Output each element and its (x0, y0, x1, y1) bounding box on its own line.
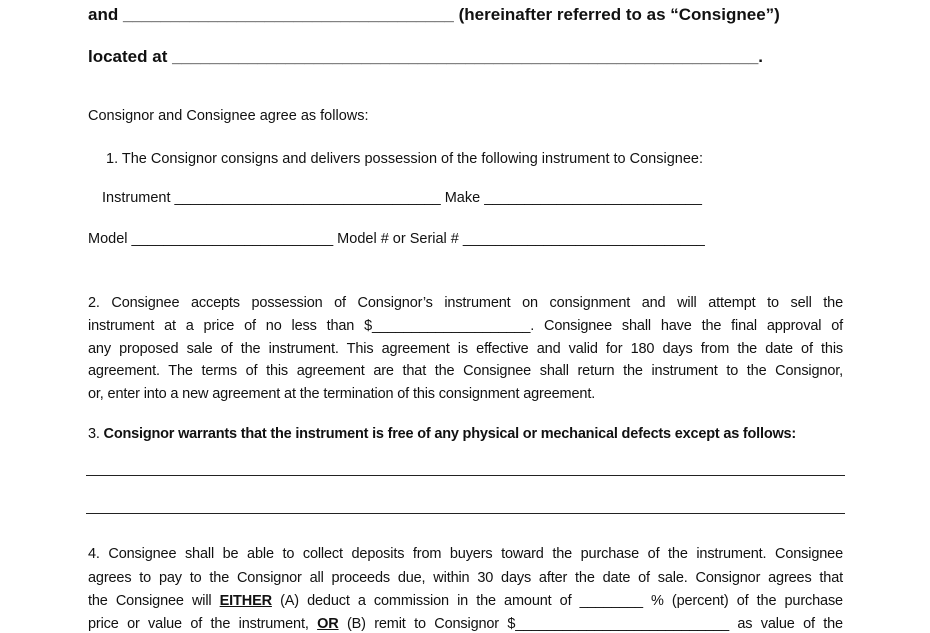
clause-number: 3. (88, 426, 100, 442)
clause-3-warranty: Consignor warrants that the instrument is free of any physical or mechanical defects except as follows: (103, 426, 797, 442)
text: (B) remit to Consignor $___________________________ as value of the (346, 616, 843, 632)
consignee-name-line (88, 6, 780, 24)
defects-line-2[interactable] (86, 513, 845, 514)
clause-2-line: agreement. The terms of this agreement are that the Consignee shall return the instrument to the Consignor, (88, 363, 843, 379)
model-label: Model (88, 231, 128, 247)
consignee-name-blank[interactable]: ___________________________________ (122, 5, 454, 24)
label: located at (88, 47, 168, 66)
clause-4-line (88, 592, 843, 610)
label: (hereinafter referred to as “Consignee”) (458, 5, 780, 24)
defects-line-1[interactable] (86, 475, 845, 476)
serial-blank[interactable]: ______________________________ (462, 231, 705, 247)
instrument-make-row (102, 189, 702, 207)
serial-label: Model # or Serial # (337, 231, 459, 247)
make-label: Make (444, 190, 481, 206)
intro-text: Consignor and Consignee agree as follows: (88, 108, 369, 124)
text: (A) deduct a commission in the amount of ________ % (percent) of the purchase (280, 593, 843, 609)
consignee-location-line (88, 48, 763, 66)
label: and (88, 5, 119, 24)
clause-1-text: 1. The Consignor consigns and delivers possession of the following instrument to Consignee: (106, 151, 703, 167)
clause-3-text (88, 425, 796, 443)
make-blank[interactable]: ___________________________ (484, 190, 702, 206)
clause-2-line: instrument at a price of no less than $____________________. Consignee shall have the final approval of (88, 318, 843, 334)
clause-4-line: agrees to pay to the Consignor all proceeds due, within 30 days after the date of sale. Consignor agrees that (88, 570, 843, 586)
either-emphasis: EITHER (219, 593, 272, 609)
period: . (758, 47, 764, 66)
model-blank[interactable]: _________________________ (131, 231, 334, 247)
clause-2-line: 2. Consignee accepts possession of Consignor’s instrument on consignment and will attempt to sell the (88, 295, 843, 311)
clause-2-line: or, enter into a new agreement at the termination of this consignment agreement. (88, 386, 596, 402)
instrument-label: Instrument (102, 190, 171, 206)
clause-4-line: 4. Consignee shall be able to collect deposits from buyers toward the purchase of the instrument. Consignee (88, 546, 843, 562)
location-blank[interactable]: ______________________________________________________________ (172, 47, 759, 66)
instrument-blank[interactable]: _________________________________ (174, 190, 441, 206)
text: price or value of the instrument, (88, 616, 309, 632)
clause-4-line (88, 615, 843, 633)
clause-2-line: any proposed sale of the instrument. This agreement is effective and valid for 180 days from the date of this (88, 341, 843, 357)
text: the Consignee will (88, 593, 212, 609)
or-emphasis: OR (317, 616, 339, 632)
model-serial-row (88, 230, 705, 248)
